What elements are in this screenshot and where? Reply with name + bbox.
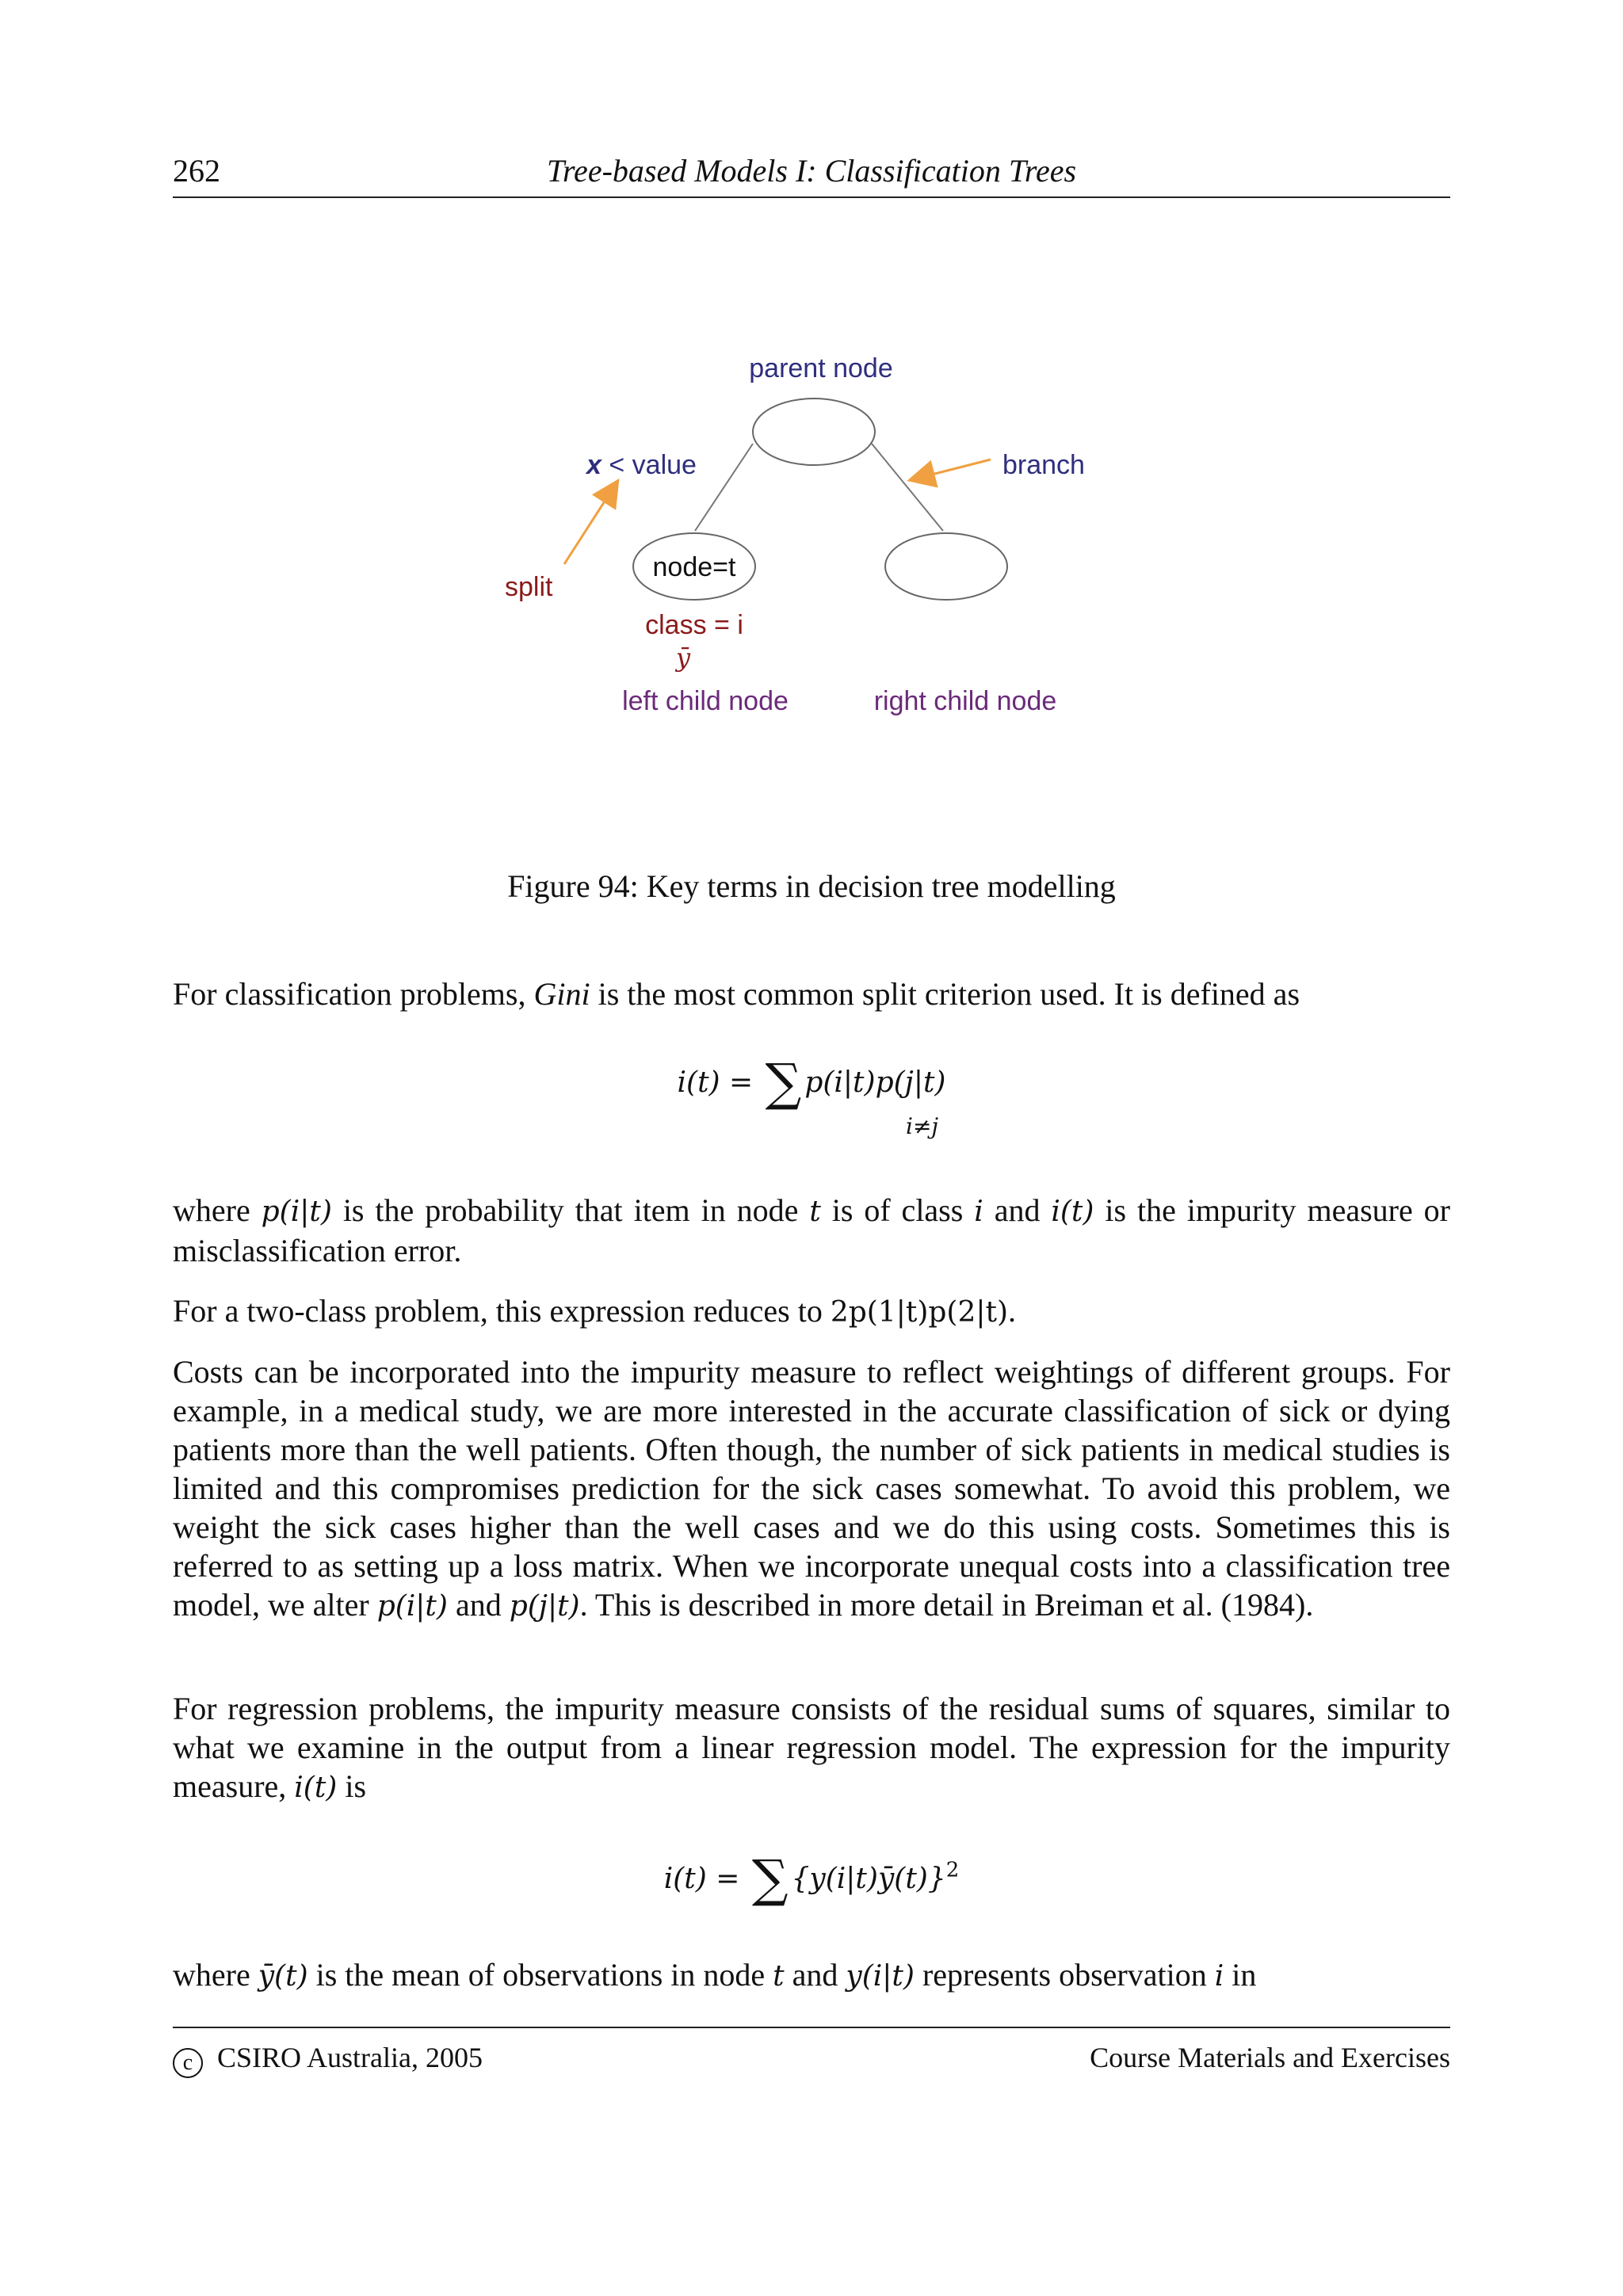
p6-text-d: represents observation xyxy=(914,1957,1215,1993)
p4-math-1: p(i|t) xyxy=(376,1590,448,1623)
ybar-label: ȳ xyxy=(675,643,691,673)
p2-math-1: p(i|t) xyxy=(261,1196,332,1228)
footer-right-text: Course Materials and Exercises xyxy=(1090,2042,1450,2073)
split-variable-x: x xyxy=(586,450,601,480)
page-footer xyxy=(173,2027,1450,2076)
class-i-label: class = i xyxy=(645,610,743,640)
p2-math-4: i(t) xyxy=(1051,1196,1094,1228)
paragraph-gini-where xyxy=(173,1191,1450,1270)
split-label: split xyxy=(505,572,553,602)
right-child-node-label: right child node xyxy=(873,686,1057,716)
paragraph-two-class xyxy=(173,1291,1450,1332)
p4-text-a: Costs can be incorporated into the impurity measure to reflect weightings of different groups. For example, in a medical study, we are more interested in the accurate classification of sick or dying patients more than the well patients. Often though, the number of sick patients in medical studies is limited and this compromises prediction for the sick cases somewhat. To avoid this problem, we weight the sick cases higher than the well cases and we do this using costs. Sometimes this is referred to as setting up a loss matrix. When we incorporate unequal costs into a classification tree model, we alter xyxy=(173,1354,1450,1623)
p3-math: 2p(1|t)p(2|t) xyxy=(830,1296,1009,1329)
p1-text-b: is the most common split criterion used. It is defined as xyxy=(590,976,1300,1012)
p3-text-a: For a two-class problem, this expression reduces to xyxy=(173,1293,831,1329)
p5-text-a: For regression problems, the impurity measure consists of the residual sums of squares, similar to what we examine in the output from a linear regression model. The expression for the impurity measure, xyxy=(173,1691,1450,1804)
split-arrow xyxy=(564,486,614,564)
p3-text-b: . xyxy=(1008,1293,1017,1329)
p5-text-b: is xyxy=(337,1768,367,1804)
p6-math-2: t xyxy=(773,1960,785,1993)
figure-caption: Figure 94: Key terms in decision tree modelling xyxy=(507,868,1116,904)
branch-label: branch xyxy=(1002,450,1085,480)
p6-math-4: i xyxy=(1214,1960,1224,1993)
p2-text-b: is the probability that item in node xyxy=(331,1192,810,1228)
p2-text-e: is the impurity measure or misclassification error. xyxy=(173,1192,1450,1268)
paragraph-costs xyxy=(173,1352,1450,1626)
p2-math-2: t xyxy=(809,1196,821,1228)
eq1-rhs: p(i|t)p(j|t) xyxy=(804,1066,946,1099)
branch-arrow xyxy=(916,460,991,479)
paragraph-gini-intro xyxy=(173,974,1450,1013)
p6-math-3: y(i|t) xyxy=(846,1960,915,1993)
p4-text-b: and xyxy=(447,1587,510,1623)
p6-math-1: ȳ(t) xyxy=(258,1960,308,1993)
p4-math-2: p(j|t) xyxy=(509,1590,580,1623)
split-condition-text: < value xyxy=(601,450,697,480)
footer-copyright xyxy=(173,2041,483,2078)
eq2-lhs: i(t) = xyxy=(663,1863,749,1895)
eq2-sum-symbol: ∑ xyxy=(751,1850,789,1909)
paragraph-regression xyxy=(173,1689,1450,1807)
p2-text-a: where xyxy=(173,1192,262,1228)
p2-math-3: i xyxy=(974,1196,983,1228)
eq1-lhs: i(t) = xyxy=(677,1066,762,1099)
node-t-label: node=t xyxy=(652,552,736,582)
eq1-sum-symbol: ∑ xyxy=(765,1054,802,1112)
p5-math: i(t) xyxy=(294,1772,338,1804)
footer-left-text: CSIRO Australia, 2005 xyxy=(217,2042,483,2073)
p6-text-e: in xyxy=(1224,1957,1257,1993)
left-child-node-label: left child node xyxy=(622,686,789,716)
left-branch-line xyxy=(695,444,753,531)
paragraph-regression-where xyxy=(173,1955,1450,1996)
split-condition-label xyxy=(585,450,697,480)
page-number: 262 xyxy=(173,153,220,189)
gini-term: Gini xyxy=(533,976,590,1012)
p6-text-b: is the mean of observations in node xyxy=(307,1957,773,1993)
decision-tree-diagram xyxy=(475,341,1125,737)
parent-node-ellipse xyxy=(753,399,875,465)
equation-regression xyxy=(173,1850,1450,1909)
p2-text-d: and xyxy=(983,1192,1052,1228)
running-title: Tree-based Models I: Classification Trees xyxy=(546,153,1077,189)
right-branch-line xyxy=(872,444,943,531)
p6-text-c: and xyxy=(784,1957,846,1993)
eq1-sum-subscript: i≠j xyxy=(906,1113,939,1139)
decision-tree-figure xyxy=(475,341,1125,737)
p4-text-c: . This is described in more detail in Breiman et al. (1984). xyxy=(579,1587,1314,1623)
eq2-superscript: 2 xyxy=(945,1858,960,1882)
p2-text-c: is of class xyxy=(820,1192,975,1228)
equation-gini xyxy=(173,1054,1450,1139)
copyright-icon: c xyxy=(173,2048,203,2078)
eq2-rhs: {y(i|t)ȳ(t)} xyxy=(791,1863,946,1895)
parent-node-label: parent node xyxy=(749,353,893,383)
p6-text-a: where xyxy=(173,1957,258,1993)
p1-text-a: For classification problems, xyxy=(173,976,534,1012)
right-child-node-ellipse xyxy=(885,533,1007,600)
page-header xyxy=(173,151,1450,198)
